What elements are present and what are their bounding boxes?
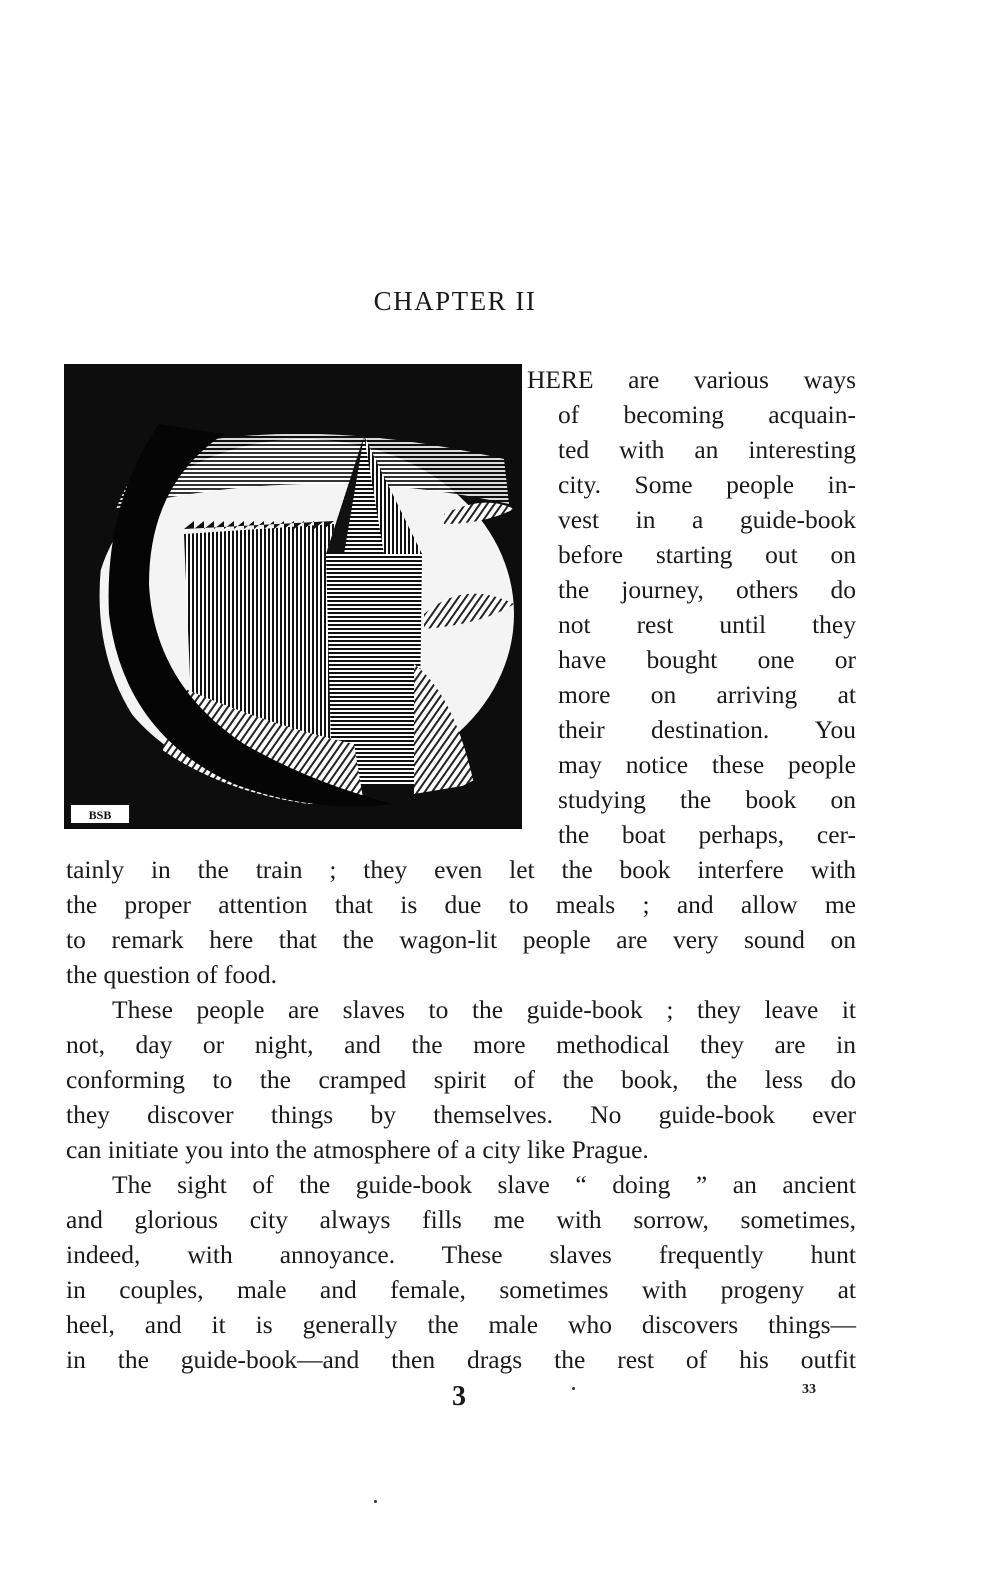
text-line: The sight of the guide-book slave “ doing ” an ancient <box>112 1170 856 1199</box>
text-line: the boat perhaps, cer- <box>558 820 856 849</box>
text-line: their destination. You <box>558 715 856 744</box>
text-line: the journey, others do <box>558 575 856 604</box>
text-line: may notice these people <box>558 750 856 779</box>
speck <box>374 1500 377 1503</box>
text-line: and glorious city always fills me with sorrow, sometimes, <box>66 1205 856 1234</box>
text-line: to remark here that the wagon-lit people are very sound on <box>66 925 856 954</box>
text-line: the question of food. <box>66 960 278 989</box>
text-line: not rest until they <box>558 610 856 639</box>
text-line: in the guide-book—and then drags the rest of his outfit <box>66 1345 856 1374</box>
text-line: before starting out on <box>558 540 856 569</box>
illustration-monogram: BSB <box>88 808 112 822</box>
text-line: These people are slaves to the guide-book ; they leave it <box>112 995 856 1024</box>
text-line: in couples, male and female, sometimes with progeny at <box>66 1275 856 1304</box>
text-line: ted with an interesting <box>558 435 856 464</box>
text-line: of becoming acquain- <box>558 400 856 429</box>
page-number: 3 <box>452 1381 466 1412</box>
speck <box>572 1387 575 1390</box>
text-line: the proper attention that is due to meals ; and allow me <box>66 890 856 919</box>
drop-cap-illustration <box>64 364 522 829</box>
text-line: indeed, with annoyance. These slaves frequently hunt <box>66 1240 856 1269</box>
text-line: have bought one or <box>558 645 856 674</box>
text-line: vest in a guide-book <box>558 505 856 534</box>
text-line: tainly in the train ; they even let the book interfere with <box>66 855 856 884</box>
text-line: studying the book on <box>558 785 856 814</box>
text-line: conforming to the cramped spirit of the book, the less do <box>66 1065 856 1094</box>
signature-mark: 33 <box>802 1382 816 1397</box>
text-line: can initiate you into the atmosphere of a city like Prague. <box>66 1135 649 1164</box>
text-line: city. Some people in- <box>558 470 856 499</box>
text-line: more on arriving at <box>558 680 856 709</box>
text-line: they discover things by themselves. No guide-book ever <box>66 1100 856 1129</box>
chapter-heading: CHAPTER II <box>373 286 537 316</box>
text-line: HERE are various ways <box>527 365 856 394</box>
text-line: not, day or night, and the more methodical they are in <box>66 1030 856 1059</box>
text-line: heel, and it is generally the male who discovers things— <box>66 1310 856 1339</box>
initial-T-castle-tower-woodcut-icon <box>64 364 522 829</box>
